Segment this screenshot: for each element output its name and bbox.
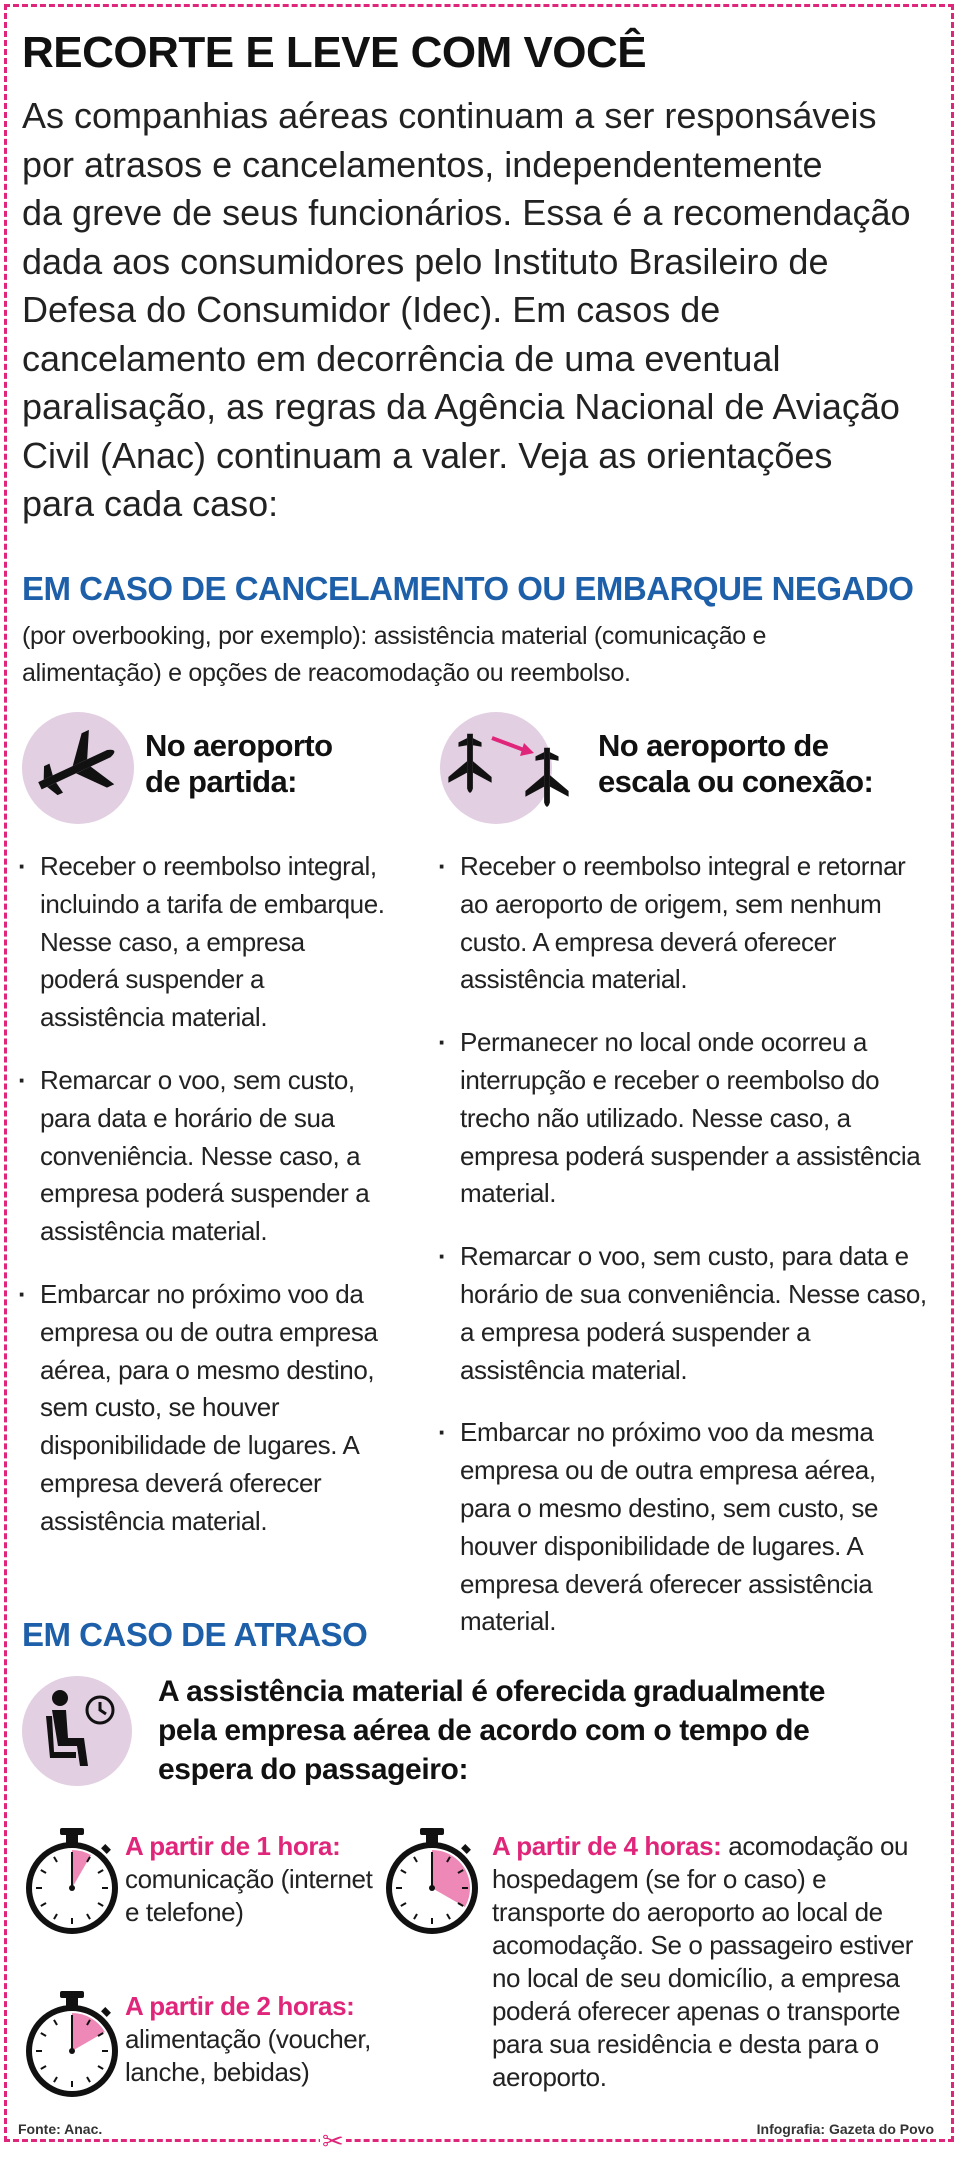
list-item: · Embarcar no próximo voo da empresa ou de outra empresa aérea, para o mesmo destino, sem custo, se houver disponibilidade de lugares. A empresa deverá oferecer assistência material. — [18, 1276, 388, 1541]
departure-heading — [145, 728, 332, 800]
intro-line: para cada caso: — [22, 483, 279, 524]
intro-line: Defesa do Consumidor (Idec). Em casos de — [22, 289, 721, 330]
delay-4-hours-text: acomodação ou hospedagem (se for o caso) e transporte do aeroporto ao local de acomodação. Se o passageiro estiver no local de seu domicílio, a empresa poderá oferecer apenas o transporte para sua residência e desta para o aeroporto. — [492, 1831, 914, 2092]
cancel-section-heading: EM CASO DE CANCELAMENTO OU EMBARQUE NEGADO — [22, 570, 914, 607]
waiting-passenger-icon — [22, 1676, 132, 1786]
list-item: · Embarcar no próximo voo da mesma empresa ou de outra empresa aérea, para o mesmo destino, sem custo, se houver disponibilidade de lugares. A empresa deverá oferecer assistência material. — [438, 1414, 928, 1641]
delay-section-heading: EM CASO DE ATRASO — [22, 1616, 368, 1653]
stopwatch-1-hour-icon — [22, 1822, 122, 1940]
delay-2-hours-label: A partir de 2 horas: — [125, 1991, 355, 2021]
intro-line: dada aos consumidores pelo Instituto Brasileiro de — [22, 240, 829, 282]
intro-line: A assistência material é oferecida gradualmente — [158, 1675, 826, 1708]
page-title: RECORTE E LEVE COM VOCÊ — [22, 28, 647, 77]
infographic-credit: Infografia: Gazeta do Povo — [756, 2121, 934, 2137]
source-credit: Fonte: Anac. — [18, 2121, 103, 2137]
airplane-icon — [22, 712, 134, 824]
intro-paragraph — [22, 92, 932, 529]
intro-line: cancelamento em decorrência de uma eventual — [22, 337, 781, 379]
stopwatch-4-hours-icon — [382, 1822, 482, 1940]
subtitle-line: (por overbooking, por exemplo): assistência material (comunicação e — [22, 622, 767, 650]
intro-line: Civil (Anac) continuam a valer. Veja as orientações — [22, 434, 833, 476]
list-item: · Permanecer no local onde ocorreu a interrupção e receber o reembolso do trecho não utilizado. Nesse caso, a empresa poderá suspender a assistência material. — [438, 1024, 928, 1213]
delay-1-hour-item — [125, 1830, 375, 1929]
intro-line: As companhias aéreas continuam a ser responsáveis — [22, 95, 877, 136]
stopwatch-2-hours-icon — [22, 1985, 122, 2103]
delay-4-hours-label: A partir de 4 horas: — [492, 1831, 722, 1861]
list-item: · Remarcar o voo, sem custo, para data e horário de sua conveniência. Nesse caso, a empresa poderá suspender a assistência material. — [18, 1062, 388, 1251]
subtitle-line: alimentação) e opções de reacomodação ou reembolso. — [22, 659, 631, 687]
heading-line: de partida: — [145, 764, 297, 799]
intro-line: paralisação, as regras da Agência Nacional de Aviação — [22, 386, 900, 427]
delay-1-hour-label: A partir de 1 hora: — [125, 1831, 341, 1861]
delay-2-hours-text: alimentação (voucher, lanche, bebidas) — [125, 2024, 371, 2087]
list-item: · Receber o reembolso integral e retornar ao aeroporto de origem, sem nenhum custo. A empresa deverá oferecer assistência material. — [438, 848, 928, 999]
departure-options-list — [18, 848, 388, 1566]
delay-4-hours-item — [492, 1830, 932, 2094]
heading-line: No aeroporto de — [598, 728, 829, 763]
intro-line: da greve de seus funcionários. Essa é a recomendação — [22, 192, 911, 233]
delay-1-hour-text: comunicação (internet e telefone) — [125, 1864, 373, 1927]
heading-line: No aeroporto — [145, 728, 333, 763]
connection-options-list — [438, 848, 928, 1666]
heading-line: escala ou conexão: — [598, 764, 874, 799]
intro-line: por atrasos e cancelamentos, independentemente — [22, 143, 823, 185]
intro-line: espera do passageiro: — [158, 1753, 469, 1786]
list-item: · Remarcar o voo, sem custo, para data e horário de sua conveniência. Nesse caso, a empresa poderá suspender a assistência material. — [438, 1238, 928, 1389]
connecting-flights-icon — [440, 712, 590, 824]
scissors-icon: ✂ — [322, 2126, 344, 2156]
intro-line: pela empresa aérea de acordo com o tempo de — [158, 1714, 810, 1747]
cancel-section-subtitle — [22, 618, 932, 692]
delay-2-hours-item — [125, 1990, 380, 2089]
delay-intro — [158, 1672, 858, 1789]
connection-heading — [598, 728, 873, 800]
list-item: · Receber o reembolso integral, incluindo a tarifa de embarque. Nesse caso, a empresa poderá suspender a assistência material. — [18, 848, 388, 1037]
